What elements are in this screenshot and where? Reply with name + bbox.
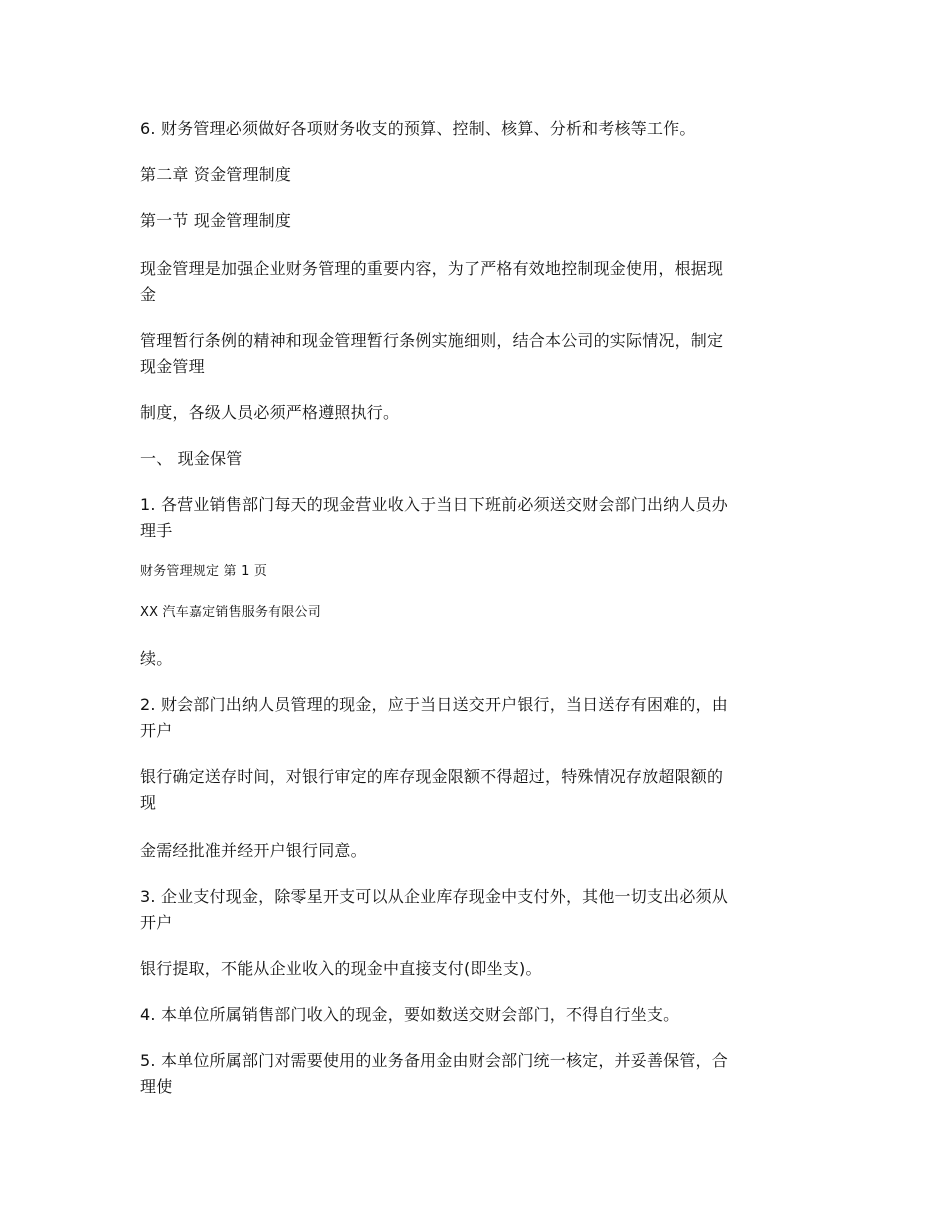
text-line-item-6: 6. 财务管理必须做好各项财务收支的预算、控制、核算、分析和考核等工作。 <box>140 119 696 138</box>
item-2-line-3: 银行确定送存时间，对银行审定的库存现金限额不得超过，特殊情况存放超限额的 <box>140 767 724 786</box>
paragraph-line-2: 金 <box>140 285 157 304</box>
paragraph-line-1: 现金管理是加强企业财务管理的重要内容，为了严格有效地控制现金使用，根据现 <box>140 259 724 278</box>
paragraph-line-5: 制度，各级人员必须严格遵照执行。 <box>140 403 400 422</box>
item-1-continuation: 续。 <box>140 649 173 668</box>
item-3-line-1: 3. 企业支付现金，除零星开支可以从企业库存现金中支付外，其他一切支出必须从 <box>140 887 728 906</box>
paragraph-line-4: 现金管理 <box>140 357 205 376</box>
item-4-line-1: 4. 本单位所属销售部门收入的现金，要如数送交财会部门，不得自行坐支。 <box>140 1005 680 1024</box>
item-2-line-2: 开户 <box>140 721 173 740</box>
item-5-line-1: 5. 本单位所属部门对需要使用的业务备用金由财会部门统一核定，并妥善保管，合 <box>140 1051 728 1070</box>
item-3-line-2: 开户 <box>140 913 173 932</box>
section-title: 第一节 现金管理制度 <box>140 211 292 230</box>
subsection-title: 一、 现金保管 <box>140 449 243 468</box>
item-3-line-3: 银行提取，不能从企业收入的现金中直接支付(即坐支)。 <box>140 959 542 978</box>
item-5-line-2: 理使 <box>140 1077 173 1096</box>
paragraph-line-3: 管理暂行条例的精神和现金管理暂行条例实施细则，结合本公司的实际情况，制定 <box>140 331 724 350</box>
page-footer: 财务管理规定 第 1 页 <box>140 564 268 579</box>
page-header-company: XX 汽车嘉定销售服务有限公司 <box>140 605 321 620</box>
item-2-line-4: 现 <box>140 793 157 812</box>
item-1-line-2: 理手 <box>140 521 173 540</box>
item-2-line-5: 金需经批准并经开户银行同意。 <box>140 841 367 860</box>
chapter-title: 第二章 资金管理制度 <box>140 165 292 184</box>
item-2-line-1: 2. 财会部门出纳人员管理的现金，应于当日送交开户银行，当日送存有困难的，由 <box>140 695 728 714</box>
item-1-line-1: 1. 各营业销售部门每天的现金营业收入于当日下班前必须送交财会部门出纳人员办 <box>140 495 728 514</box>
